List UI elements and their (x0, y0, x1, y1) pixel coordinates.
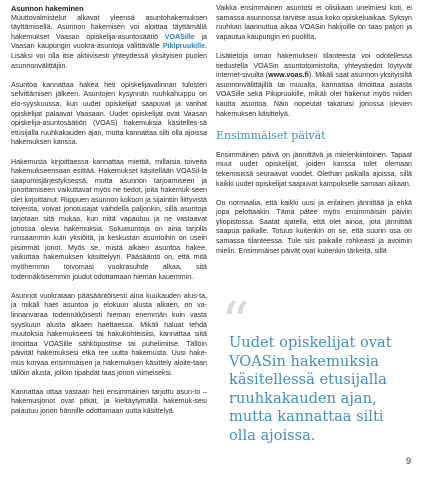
pull-quote (213, 291, 413, 452)
paragraph-text: Muuttovalmistelut alkavat yleensä asuntohakemuksen täyttämisellä. Asunnon hakemisen voi aloittaa täyttämällä hakemukset Vaasan opiskelija-asuntosäätiö (11, 13, 207, 41)
paragraph: On normaalia, että kaikki uusi ja erilainen jännittää ja ehkä jopa pelottaakin. Tämä pätee myös ensimmäisiin päiviin yliopistossa. Saatat ajatella, että olet ainoa, jota jännittää saapua paikalle. Totuus kuitenkin on se, että suurin osa on samassa tilanteessa. Tule siis paikalle rohkeasti ja avoimin mielin. Ensimmäiset päivät ovat kuitenkin tärkeitä, sillä (216, 198, 412, 255)
left-column (11, 4, 207, 426)
right-column (216, 4, 412, 266)
paragraph-text: Lisätietoja oman hakemuksen tilanteesta voi odotellessa tiedustella VOASin asuntotoimistolta, yhteystiedot löytyvät internet-sivuilta ( (216, 51, 412, 80)
pikipruukki-link[interactable]: Pikipruukille. (162, 42, 207, 51)
paragraph: Ensimmäinen päivä on jännittävä ja mielenkiintoinen. Tapaat muut uudet opiskelijat, joiden kanssa tulet olemaan tekemisissä seuraavat vuodet. Olethan paikalla ajoissa, sillä kaikki uudet opiskelijat saapuvat kampukselle samaan aikaan. (216, 150, 412, 188)
paragraph-text: Lisäksi voi olla itse aktiivisesti yhteydessä yksityisen puolen asunnonvälittäjiin. (11, 51, 207, 70)
paragraph-text: ja Vaasan kaupungin vuokra-asuntoja välittävälle (11, 32, 207, 51)
paragraph: Asuntoa kannattaa hakea heti opiskelijavalinnan tulosten selvittämisen jälkeen. Asuntojen kysynnän ruuhkahuippu on elo-syyskuussa, kun uudet opiskelijat saapuvat ja vanhat opiskelijat palaavat Vaasaan. Uudet opiskelijat ovat Vaasan opiskelija-asuntosäätiön (VOAS) hakemuksia käsitelles-sä etusijalla ruuhkakauden ajan, mutta kannattaa silti olla ajoissa hakemuksen kanssa. (11, 80, 207, 147)
paragraph-text: ). Mikäli saat asunnon yksityisiltä asunnonvälittäjiltä tai muualta, kannattaa ilmoittaa asiasta VOASille sekä Pikipruukille, mikäli olet hakenut myös niiden kautta asuntoa. Näin nopeutat takanasi jonossa olevien hakemuksen käsittelyä. (216, 71, 412, 118)
page-number: 9 (405, 456, 411, 466)
paragraph: Hakemusta kirjoittaessa kannattaa miettiä, millaisia toiveita hakemukseensaan esittää. Hakemukset käsitellään VOASil-la saapumisjärjestyksessä, mutta asunnon tarjoamiseen ja jonottamiseen vaikuttavat myös ne tiedot, joita hakemuk-seen olet kirjoittanut. Riippuen asunnon kokoon ja sijaintiin liittyvistä toiveista, voivat jonotusajat vaihdella paljonkin, sillä asuntoja tarjotaan sitä mukaa, kun niitä vapautuu ja ne vastaavat jonossa olevia hakemuksia. Soluasuntoja on aina tarjolla runsaammin kuin yksiöitä, ja keskustan asuntoihin on usein pisimmät jonot. Myös se, mistä alkaen asuntoa hakee, vaikuttaa hakemuksen käsittelyyn. Pääsääntö on, että mitä myöhemmin toivomasi vuokrasuhde alkaa, sitä todennäköisemmin joudut odottamaan hieman kauemmin. (11, 157, 207, 281)
section-heading-asunnon-hakeminen: Asunnon hakeminen (11, 4, 84, 13)
voas-website-link[interactable]: www.voas.fi (268, 71, 309, 80)
paragraph: Asunnot vuokrataan pääsääntöisesti aina kuukauden alus-ta, ja mikäli haet asuntoa jo elokuun alusta alkaen, on va-linnanvaraa todennäköisesti hieman enemmän kuin vasta syyskuun alusta alkaen haettaessa. Mikäli haluat tehdä muutoksia hakemukseesi tai hakukohteisiisi, kannattaa siitä ilmoittaa VOASille sähköpostitse tai puhelimitse. Tällöin päivität hakemuksesi etkä tee uutta hakemusta. Uusi hake-mus korvaa ensimmäisen ja hakemuksen käsittely aloite-taan tällöin alusta, jolloin tipahdat taas jonon viimeiseksi. (11, 291, 207, 377)
paragraph: Kannattaa ottaa vastaan heti ensimmäinen tarjottu asun-to – hakemusjonot ovat pitkät, ja kieltäytymällä hakemuk-sesi palautuu jonon hännille odottamaan uutta käsittelyä. (11, 387, 207, 415)
paragraph (11, 14, 207, 72)
paragraph: Vaikka ensimmäinen asuntosi ei olisikaan unelmiesi koti, ei samassa asunnossa tarvitse asua koko opiskeluaikaa. Syksyn ruuhkan laannuttua aikaa VOASin hakijoille on taas paljon ja vapautua kaupungin eri puolilta. (216, 4, 412, 41)
voas-link[interactable]: VOASille (164, 32, 195, 41)
paragraph (216, 52, 412, 119)
quote-mark-icon: “ (221, 291, 250, 356)
section-heading-ensimmaiset-paivat: Ensimmäiset päivät (216, 128, 326, 142)
pull-quote-text: Uudet opiskelijat ovat VOASin hakemuksia käsitellessä etusijalla ruuhkakauden ajan, mutta kannattaa silti olla ajoissa. (229, 334, 392, 444)
